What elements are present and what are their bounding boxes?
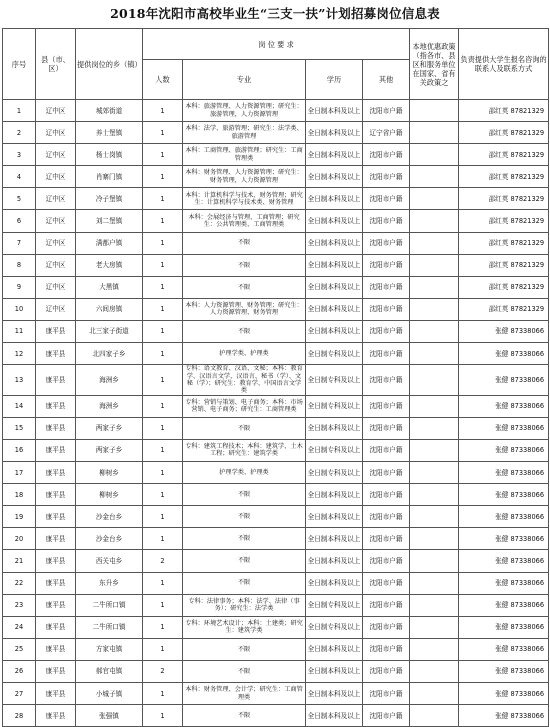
table-row [3,166,549,188]
contact-cell: 邵红英 87821329 [459,122,549,144]
header-count: 人数 [143,60,183,100]
education-cell: 全日制本科及以上 [306,417,363,439]
major-cell: 本科：工商管理、旅游管理；研究生：工商管理类 [183,144,306,166]
row-number: 16 [3,439,36,461]
county-cell: 辽中区 [36,100,76,122]
major-cell: 本科：计算机科学与技术、财务管理；研究生：计算机科学与技术类、财务管理 [183,188,306,210]
count-cell: 1 [143,254,183,276]
education-cell: 全日制本科及以上 [306,572,363,594]
other-cell: 沈阳市户籍 [363,594,410,616]
town-cell: 方家屯镇 [76,638,143,660]
town-cell: 六间房镇 [76,298,143,320]
town-cell: 沙金台乡 [76,506,143,528]
count-cell: 1 [143,298,183,320]
major-cell: 本科：人力资源管理、财务管理；研究生：人力资源管理、财务管理 [183,298,306,320]
education-cell: 全日制专科及以上 [306,343,363,365]
other-cell: 沈阳市户籍 [363,276,410,298]
other-cell: 沈阳市户籍 [363,439,410,461]
row-number: 18 [3,484,36,506]
policy-cell [410,682,459,704]
table-row [3,439,549,461]
count-cell: 1 [143,365,183,396]
row-number: 1 [3,100,36,122]
education-cell: 全日制本科及以上 [306,550,363,572]
other-cell: 沈阳市户籍 [363,144,410,166]
county-cell: 辽中区 [36,298,76,320]
table-row [3,528,549,550]
table-row [3,550,549,572]
contact-cell: 张健 87338066 [459,484,549,506]
count-cell: 1 [143,616,183,638]
major-cell: 不限 [183,705,306,727]
major-cell: 护理学类、护理类 [183,462,306,484]
other-cell: 沈阳市户籍 [363,188,410,210]
education-cell: 全日制本科及以上 [306,166,363,188]
policy-cell [410,232,459,254]
row-number: 21 [3,550,36,572]
major-cell: 不限 [183,232,306,254]
other-cell: 沈阳市户籍 [363,660,410,682]
row-number: 4 [3,166,36,188]
major-cell: 不限 [183,638,306,660]
education-cell: 全日制专科及以上 [306,594,363,616]
other-cell: 沈阳市户籍 [363,550,410,572]
other-cell: 沈阳市户籍 [363,682,410,704]
town-cell: 柳树乡 [76,462,143,484]
row-number: 27 [3,682,36,704]
header-requirements: 岗 位 要 求 [143,29,410,60]
contact-cell: 邵红英 87821329 [459,276,549,298]
other-cell: 沈阳市户籍 [363,298,410,320]
education-cell: 全日制本科及以上 [306,705,363,727]
education-cell: 全日制本科及以上 [306,528,363,550]
other-cell: 沈阳市户籍 [363,100,410,122]
town-cell: 柳树乡 [76,484,143,506]
contact-cell: 邵红英 87821329 [459,188,549,210]
county-cell: 康平县 [36,417,76,439]
contact-cell: 张健 87338066 [459,343,549,365]
major-cell: 本科：旅游管理、人力资源管理；研究生：旅游管理，人力资源管理 [183,100,306,122]
table-row [3,210,549,232]
town-cell: 城郊街道 [76,100,143,122]
education-cell: 全日制专科及以上 [306,462,363,484]
contact-cell: 张健 87338066 [459,660,549,682]
row-number: 12 [3,343,36,365]
row-number: 24 [3,616,36,638]
county-cell: 辽中区 [36,122,76,144]
town-cell: 二牛所口镇 [76,594,143,616]
policy-cell [410,365,459,396]
table-row [3,100,549,122]
county-cell: 康平县 [36,506,76,528]
policy-cell [410,528,459,550]
policy-cell [410,395,459,417]
header-major: 专业 [183,60,306,100]
count-cell: 1 [143,232,183,254]
county-cell: 康平县 [36,528,76,550]
count-cell: 1 [143,210,183,232]
row-number: 3 [3,144,36,166]
county-cell: 康平县 [36,594,76,616]
row-number: 17 [3,462,36,484]
other-cell: 沈阳市户籍 [363,166,410,188]
row-number: 2 [3,122,36,144]
county-cell: 康平县 [36,484,76,506]
count-cell: 1 [143,705,183,727]
contact-cell: 邵红英 87821329 [459,232,549,254]
major-cell: 不限 [183,484,306,506]
education-cell: 全日制本科及以上 [306,188,363,210]
county-cell: 康平县 [36,343,76,365]
table-row [3,660,549,682]
contact-cell: 邵红英 87821329 [459,166,549,188]
row-number: 8 [3,254,36,276]
row-number: 5 [3,188,36,210]
other-cell: 沈阳市户籍 [363,638,410,660]
major-cell: 不限 [183,528,306,550]
major-cell: 不限 [183,276,306,298]
education-cell: 全日制本科及以上 [306,298,363,320]
education-cell: 全日制本科及以上 [306,144,363,166]
policy-cell [410,144,459,166]
other-cell: 沈阳市户籍 [363,462,410,484]
table-row [3,484,549,506]
header-town: 提供岗位的乡（镇） [76,29,143,100]
major-cell: 专科：营销与策划、电子商务；本科：市场营销、电子商务；研究生：工商管理类 [183,395,306,417]
count-cell: 1 [143,638,183,660]
table-row [3,343,549,365]
table-row [3,298,549,320]
row-number: 7 [3,232,36,254]
major-cell: 专科：语文教育、汉语、文秘；本科：教育学、汉语言文学、汉语言、秘书（学）、文秘（学）；研究生：教育学、中国语言文学类 [183,365,306,396]
town-cell: 二牛所口镇 [76,616,143,638]
town-cell: 大黑镇 [76,276,143,298]
contact-cell: 张健 87338066 [459,417,549,439]
policy-cell [410,572,459,594]
policy-cell [410,166,459,188]
town-cell: 沙金台乡 [76,528,143,550]
major-cell: 不限 [183,320,306,342]
table-row [3,232,549,254]
table-row [3,254,549,276]
row-number: 9 [3,276,36,298]
other-cell: 沈阳市户籍 [363,343,410,365]
town-cell: 老大房镇 [76,254,143,276]
major-cell: 不限 [183,417,306,439]
count-cell: 1 [143,682,183,704]
town-cell: 西关屯乡 [76,550,143,572]
count-cell: 1 [143,439,183,461]
county-cell: 康平县 [36,616,76,638]
other-cell: 沈阳市户籍 [363,616,410,638]
table-row [3,572,549,594]
contact-cell: 张健 87338066 [459,528,549,550]
other-cell: 沈阳市户籍 [363,506,410,528]
major-cell: 本科：会展经济与管理、工商管理；研究生：公共管理类、工商管理类 [183,210,306,232]
education-cell: 全日制专科及以上 [306,616,363,638]
contact-cell: 张健 87338066 [459,320,549,342]
policy-cell [410,122,459,144]
table-row [3,682,549,704]
education-cell: 全日制专科及以上 [306,439,363,461]
count-cell: 1 [143,506,183,528]
county-cell: 康平县 [36,705,76,727]
contact-cell: 张健 87338066 [459,682,549,704]
count-cell: 1 [143,122,183,144]
row-number: 19 [3,506,36,528]
header-no: 序号 [3,29,36,100]
policy-cell [410,100,459,122]
table-row [3,616,549,638]
town-cell: 小城子镇 [76,682,143,704]
policy-cell [410,417,459,439]
other-cell: 沈阳市户籍 [363,705,410,727]
education-cell: 全日制本科及以上 [306,638,363,660]
count-cell: 1 [143,594,183,616]
policy-cell [410,210,459,232]
town-cell: 两家子乡 [76,417,143,439]
county-cell: 辽中区 [36,276,76,298]
count-cell: 1 [143,528,183,550]
major-cell: 本科：财务管理、会计学；研究生：工商管理类 [183,682,306,704]
count-cell: 1 [143,166,183,188]
recruitment-table [2,28,549,727]
other-cell: 辽宁省户籍 [363,122,410,144]
policy-cell [410,705,459,727]
count-cell: 1 [143,320,183,342]
contact-cell: 张健 87338066 [459,462,549,484]
table-header [3,29,549,100]
policy-cell [410,638,459,660]
policy-cell [410,439,459,461]
policy-cell [410,616,459,638]
town-cell: 养士堡镇 [76,122,143,144]
other-cell: 沈阳市户籍 [363,417,410,439]
table-row [3,144,549,166]
county-cell: 康平县 [36,660,76,682]
table-row [3,320,549,342]
contact-cell: 张健 87338066 [459,638,549,660]
education-cell: 全日制本科及以上 [306,276,363,298]
town-cell: 海洲乡 [76,395,143,417]
row-number: 23 [3,594,36,616]
education-cell: 全日制本科及以上 [306,232,363,254]
row-number: 6 [3,210,36,232]
education-cell: 全日制专科及以上 [306,395,363,417]
county-cell: 康平县 [36,439,76,461]
header-education: 学历 [306,60,363,100]
policy-cell [410,298,459,320]
table-row [3,462,549,484]
table-row [3,395,549,417]
row-number: 26 [3,660,36,682]
row-number: 25 [3,638,36,660]
other-cell: 沈阳市户籍 [363,320,410,342]
contact-cell: 邵红英 87821329 [459,210,549,232]
county-cell: 康平县 [36,572,76,594]
county-cell: 康平县 [36,682,76,704]
contact-cell: 张健 87338066 [459,506,549,528]
count-cell: 2 [143,660,183,682]
town-cell: 北四家子乡 [76,343,143,365]
other-cell: 沈阳市户籍 [363,254,410,276]
education-cell: 全日制本科及以上 [306,506,363,528]
education-cell: 全日制本科及以上 [306,320,363,342]
contact-cell: 邵红英 87821329 [459,298,549,320]
count-cell: 1 [143,188,183,210]
major-cell: 本科：财务管理、人力资源管理；研究生：财务管理，人力资源管理 [183,166,306,188]
county-cell: 康平县 [36,365,76,396]
major-cell: 护理学类、护理类 [183,343,306,365]
header-other: 其他 [363,60,410,100]
policy-cell [410,506,459,528]
town-cell: 刘二堡镇 [76,210,143,232]
count-cell: 1 [143,572,183,594]
county-cell: 辽中区 [36,188,76,210]
table-row [3,506,549,528]
town-cell: 两家子乡 [76,439,143,461]
count-cell: 1 [143,144,183,166]
county-cell: 康平县 [36,395,76,417]
policy-cell [410,343,459,365]
count-cell: 1 [143,462,183,484]
education-cell: 全日制本科及以上 [306,210,363,232]
town-cell: 郝官屯镇 [76,660,143,682]
major-cell: 不限 [183,660,306,682]
header-policy: 本地优惠政策（指各市、县区和服务单位在国家、省有关政策之 [410,29,459,100]
county-cell: 辽中区 [36,166,76,188]
contact-cell: 张健 87338066 [459,705,549,727]
major-cell: 本科：法学、旅游管理；研究生：法学类、旅游管理 [183,122,306,144]
education-cell: 全日制本科及以上 [306,100,363,122]
county-cell: 康平县 [36,638,76,660]
header-county: 县（市、区） [36,29,76,100]
other-cell: 沈阳市户籍 [363,484,410,506]
education-cell: 全日制本科及以上 [306,660,363,682]
row-number: 14 [3,395,36,417]
page-title: 2018年沈阳市高校毕业生“三支一扶”计划招募岗位信息表 [110,6,440,21]
other-cell: 沈阳市户籍 [363,365,410,396]
county-cell: 辽中区 [36,254,76,276]
row-number: 13 [3,365,36,396]
town-cell: 张强镇 [76,705,143,727]
major-cell: 专科：法律事务；本科：法学、法律（事务）；研究生：法学类 [183,594,306,616]
policy-cell [410,276,459,298]
contact-cell: 邵红英 87821329 [459,144,549,166]
policy-cell [410,594,459,616]
contact-cell: 张健 87338066 [459,572,549,594]
education-cell: 全日制本科及以上 [306,122,363,144]
town-cell: 肖寨门镇 [76,166,143,188]
town-cell: 北三家子街道 [76,320,143,342]
table-row [3,594,549,616]
major-cell: 不限 [183,254,306,276]
education-cell: 全日制专科及以上 [306,365,363,396]
policy-cell [410,550,459,572]
table-row [3,705,549,727]
county-cell: 辽中区 [36,210,76,232]
policy-cell [410,484,459,506]
other-cell: 沈阳市户籍 [363,572,410,594]
row-number: 15 [3,417,36,439]
contact-cell: 张健 87338066 [459,439,549,461]
count-cell: 1 [143,343,183,365]
count-cell: 1 [143,395,183,417]
contact-cell: 邵红英 87821329 [459,100,549,122]
contact-cell: 张健 87338066 [459,594,549,616]
policy-cell [410,320,459,342]
count-cell: 1 [143,100,183,122]
policy-cell [410,254,459,276]
county-cell: 康平县 [36,462,76,484]
row-number: 20 [3,528,36,550]
education-cell: 全日制本科及以上 [306,682,363,704]
county-cell: 康平县 [36,320,76,342]
header-contact: 负责提供大学生报名咨询的联系人及联系方式 [459,29,549,100]
other-cell: 沈阳市户籍 [363,210,410,232]
town-cell: 海洲乡 [76,365,143,396]
count-cell: 1 [143,276,183,298]
count-cell: 1 [143,417,183,439]
major-cell: 不限 [183,506,306,528]
table-row [3,276,549,298]
major-cell: 不限 [183,572,306,594]
row-number: 22 [3,572,36,594]
major-cell: 专科：建筑工程技术；本科：建筑学、土木工程；研究生：建筑学类 [183,439,306,461]
county-cell: 辽中区 [36,144,76,166]
policy-cell [410,188,459,210]
contact-cell: 张健 87338066 [459,365,549,396]
table-row [3,417,549,439]
policy-cell [410,462,459,484]
table-row [3,365,549,396]
table-row [3,188,549,210]
town-cell: 东升乡 [76,572,143,594]
education-cell: 全日制本科及以上 [306,254,363,276]
major-cell: 专科：环境艺术设计；本科：土建类；研究生：建筑学类 [183,616,306,638]
major-cell: 不限 [183,550,306,572]
education-cell: 全日制本科及以上 [306,484,363,506]
contact-cell: 张健 87338066 [459,395,549,417]
contact-cell: 邵红英 87821329 [459,254,549,276]
town-cell: 满都户镇 [76,232,143,254]
other-cell: 沈阳市户籍 [363,528,410,550]
town-cell: 冷子堡镇 [76,188,143,210]
table-body [3,100,549,727]
town-cell: 杨士岗镇 [76,144,143,166]
contact-cell: 张健 87338066 [459,550,549,572]
other-cell: 沈阳市户籍 [363,232,410,254]
row-number: 11 [3,320,36,342]
count-cell: 1 [143,484,183,506]
other-cell: 沈阳市户籍 [363,395,410,417]
county-cell: 康平县 [36,550,76,572]
contact-cell: 张健 87338066 [459,616,549,638]
count-cell: 2 [143,550,183,572]
row-number: 28 [3,705,36,727]
row-number: 10 [3,298,36,320]
policy-cell [410,660,459,682]
county-cell: 辽中区 [36,232,76,254]
table-row [3,638,549,660]
table-row [3,122,549,144]
